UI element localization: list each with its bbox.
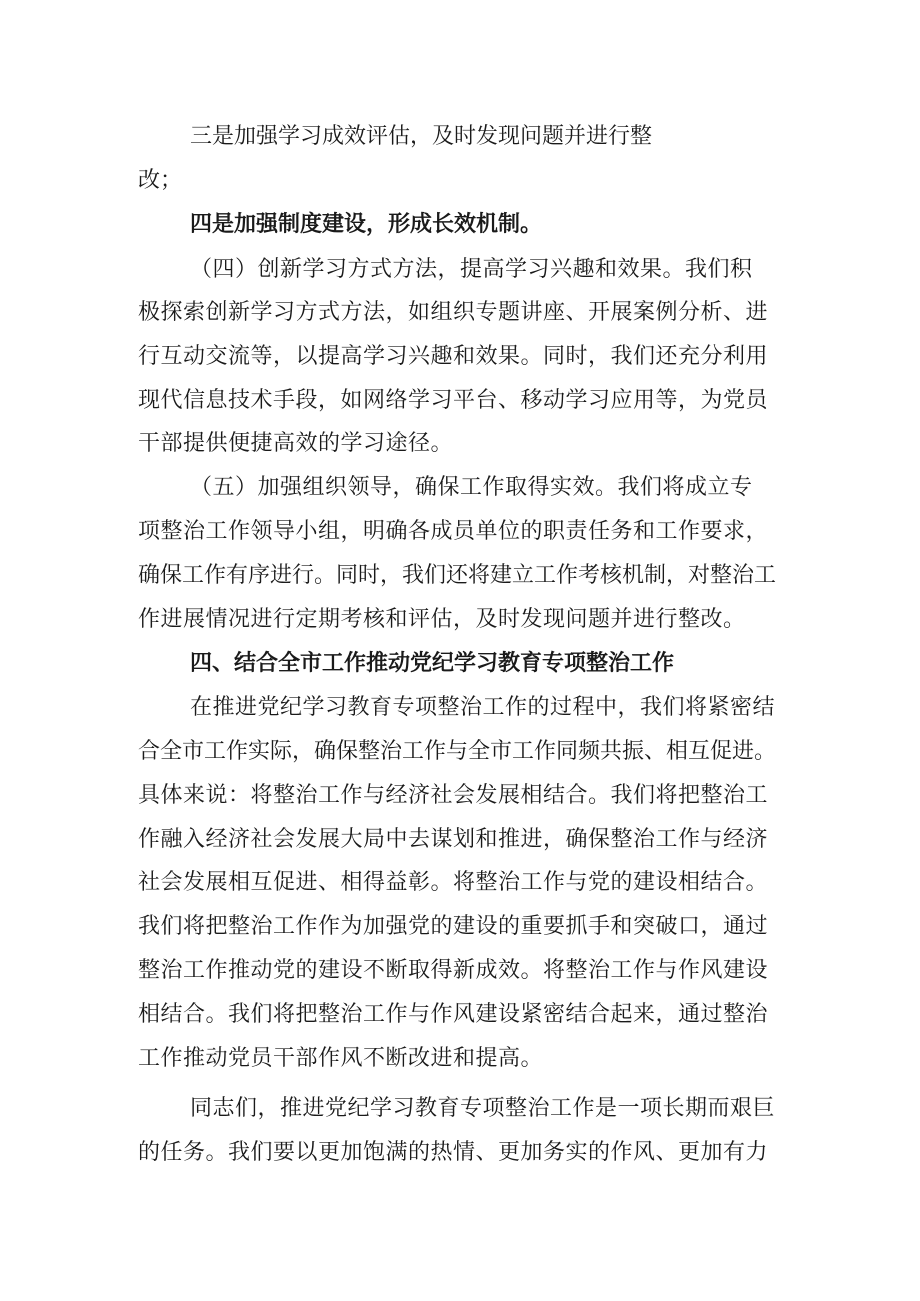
text-line: 整治工作推动党的建设不断取得新成效。将整治工作与作风建设 [138,958,769,983]
text-line: （五）加强组织领导，确保工作取得实效。我们将成立专 [190,475,753,500]
text-line: 三是加强学习成效评估，及时发现问题并进行整 [190,124,653,149]
text-line: 行互动交流等，以提高学习兴趣和效果。同时，我们还充分利用 [138,344,769,369]
text-line: 作进展情况进行定期考核和评估，及时发现问题并进行整改。 [138,607,746,632]
text-line: 项整治工作领导小组，明确各成员单位的职责任务和工作要求， [138,519,769,544]
text-line: 相结合。我们将把整治工作与作风建设紧密结合起来，通过整治 [138,1002,769,1027]
text-line: 的任务。我们要以更加饱满的热情、更加务实的作风、更加有力 [138,1140,769,1165]
section-heading: 四、结合全市工作推动党纪学习教育专项整治工作 [190,651,675,676]
text-line: 现代信息技术手段，如网络学习平台、移动学习应用等，为党员 [138,388,769,413]
text-line: 我们将把整治工作作为加强党的建设的重要抓手和突破口，通过 [138,914,769,939]
text-line: 确保工作有序进行。同时，我们还将建立工作考核机制，对整治工 [138,563,777,588]
text-line: 干部提供便捷高效的学习途径。 [138,431,454,456]
text-line: 具体来说：将整治工作与经济社会发展相结合。我们将把整治工 [138,783,769,808]
text-line: 改； [138,168,183,193]
text-line: 社会发展相互促进、相得益彰。将整治工作与党的建设相结合。 [138,870,769,895]
text-line: 作融入经济社会发展大局中去谋划和推进，确保整治工作与经济 [138,827,769,852]
text-line: 在推进党纪学习教育专项整治工作的过程中，我们将紧密结 [190,695,776,720]
text-line: 极探索创新学习方式方法，如组织专题讲座、开展案例分析、进 [138,300,769,325]
text-line: 工作推动党员干部作风不断改进和提高。 [138,1046,544,1071]
text-line: 同志们，推进党纪学习教育专项整治工作是一项长期而艰巨 [190,1096,776,1121]
text-line: 合全市工作实际，确保整治工作与全市工作同频共振、相互促进。 [138,739,777,764]
text-line: 四是加强制度建设，形成长效机制。 [190,212,543,237]
text-line: （四）创新学习方式方法，提高学习兴趣和效果。我们积 [190,257,753,282]
